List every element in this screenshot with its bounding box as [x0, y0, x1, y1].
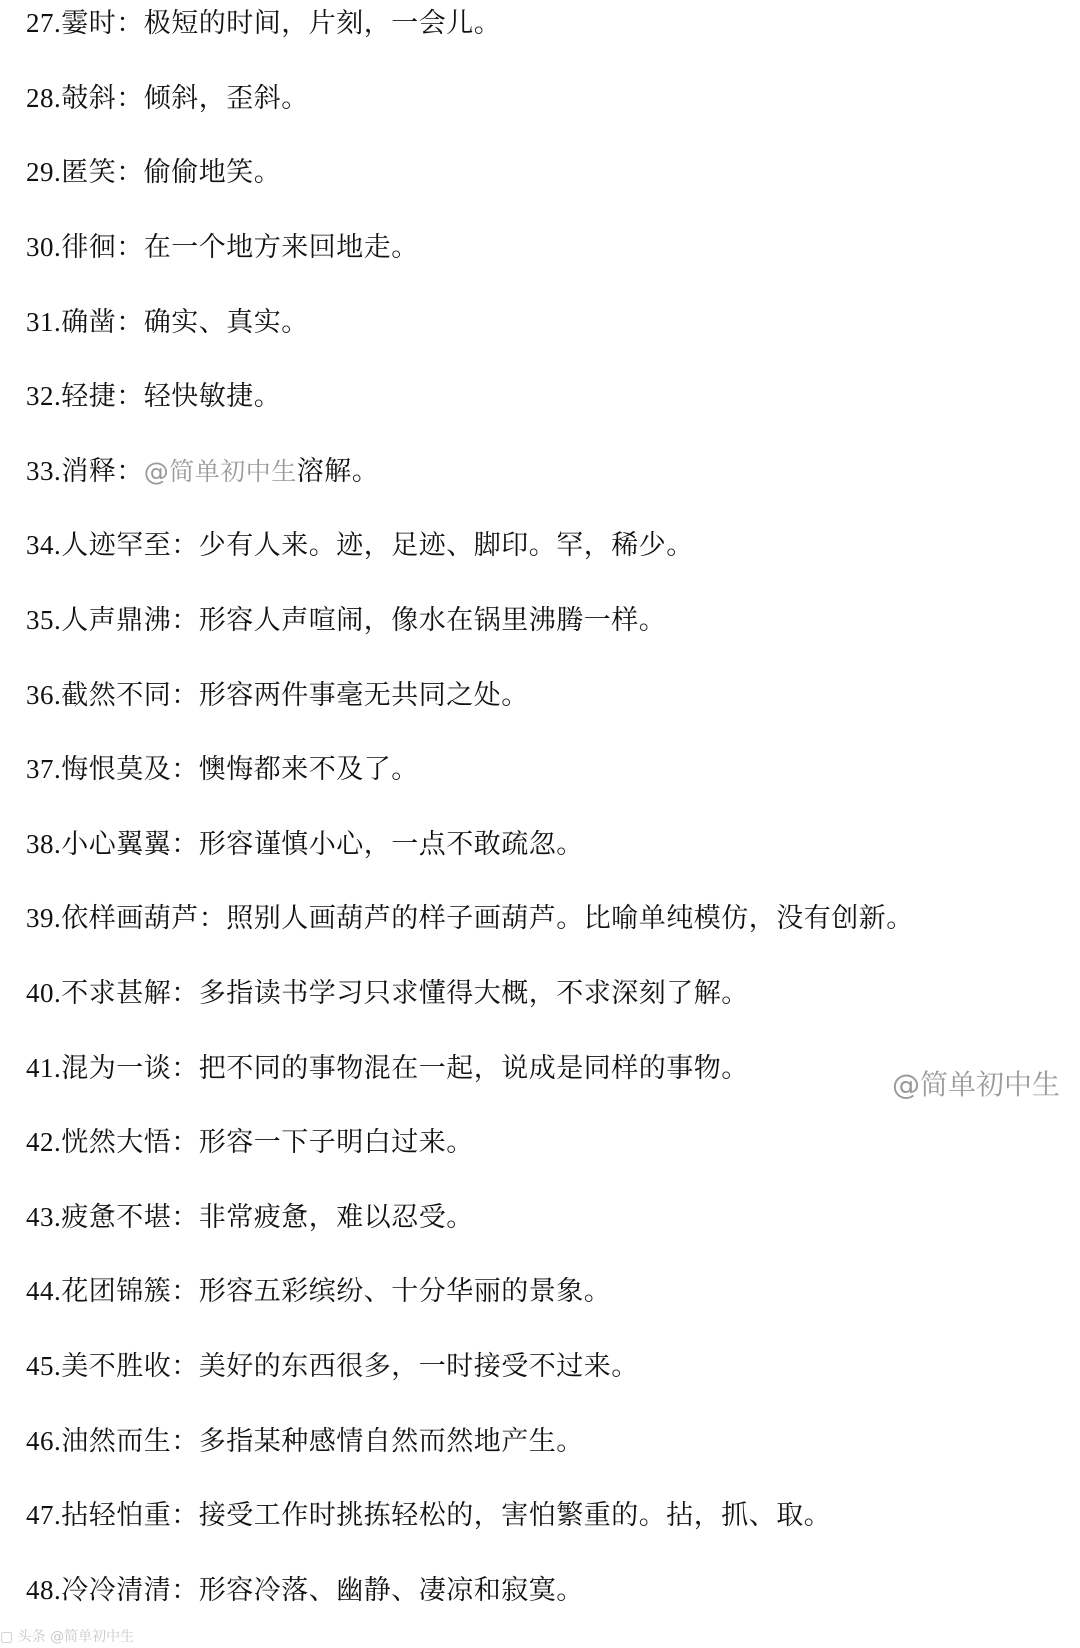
entry-text: 混为一谈：把不同的事物混在一起，说成是同样的事物。 [61, 1053, 749, 1084]
entry-text: 依样画葫芦：照别人画葫芦的样子画葫芦。比喻单纯模仿，没有创新。 [61, 903, 914, 934]
entry-text: 截然不同：形容两件事毫无共同之处。 [61, 680, 529, 711]
entry-29 [26, 155, 281, 189]
entry-number: 46. [26, 1426, 62, 1456]
entry-text: 疲惫不堪：非常疲惫，难以忍受。 [61, 1202, 474, 1233]
entry-text: 人迹罕至：少有人来。迹，足迹、脚印。罕，稀少。 [61, 530, 694, 561]
entry-number: 47. [26, 1500, 62, 1530]
entry-text: 美不胜收：美好的东西很多，一时接受不过来。 [61, 1351, 639, 1382]
entry-37 [26, 752, 419, 786]
inline-watermark: @简单初中生 [143, 457, 297, 486]
entry-text-continued: 溶解。 [296, 456, 380, 487]
entry-text: 霎时：极短的时间，片刻，一会儿。 [61, 8, 502, 39]
entry-40 [26, 976, 749, 1010]
entry-28 [26, 81, 309, 115]
entry-41 [26, 1051, 749, 1085]
entry-number: 35. [26, 605, 62, 635]
entry-number: 37. [26, 754, 62, 784]
entry-42 [26, 1125, 474, 1159]
entry-34 [26, 528, 694, 562]
entry-number: 29. [26, 157, 62, 187]
entry-47 [26, 1498, 831, 1532]
entry-number: 43. [26, 1202, 62, 1232]
entry-27 [26, 6, 501, 40]
entry-36 [26, 678, 529, 712]
entry-text: 冷冷清清：形容冷落、幽静、凄凉和寂寞。 [61, 1575, 584, 1606]
entry-number: 33. [26, 456, 62, 486]
entry-number: 48. [26, 1575, 62, 1605]
entry-number: 32. [26, 381, 62, 411]
entry-46 [26, 1424, 584, 1458]
entry-text: 徘徊：在一个地方来回地走。 [61, 232, 419, 263]
entry-number: 44. [26, 1276, 62, 1306]
entry-text: 恍然大悟：形容一下子明白过来。 [61, 1127, 474, 1158]
entry-text: 确凿：确实、真实。 [61, 307, 309, 338]
entry-number: 36. [26, 680, 62, 710]
side-watermark: @简单初中生 [892, 1068, 1061, 1101]
entry-number: 38. [26, 829, 62, 859]
entry-number: 45. [26, 1351, 62, 1381]
entry-text: 油然而生：多指某种感情自然而然地产生。 [61, 1426, 584, 1457]
entry-number: 34. [26, 530, 62, 560]
entry-32 [26, 379, 281, 413]
entry-33 [26, 454, 379, 488]
entry-44 [26, 1274, 611, 1308]
entry-text: 花团锦簇：形容五彩缤纷、十分华丽的景象。 [61, 1276, 612, 1307]
entry-45 [26, 1349, 639, 1383]
entry-30 [26, 230, 419, 264]
corner-watermark-logo: ▢ 头条 @简单初中生 [0, 1629, 135, 1645]
entry-text: 悔恨莫及：懊悔都来不及了。 [61, 754, 419, 785]
entry-text: 不求甚解：多指读书学习只求懂得大概，不求深刻了解。 [61, 978, 749, 1009]
entry-number: 42. [26, 1127, 62, 1157]
entry-text: 匿笑：偷偷地笑。 [61, 157, 282, 188]
entry-text: 小心翼翼：形容谨慎小心，一点不敢疏忽。 [61, 829, 584, 860]
entry-43 [26, 1200, 474, 1234]
entry-31 [26, 305, 309, 339]
entry-text: 消释： [61, 456, 144, 487]
entry-text: 轻捷：轻快敏捷。 [61, 381, 282, 412]
entry-38 [26, 827, 584, 861]
entry-35 [26, 603, 666, 637]
entry-text: 拈轻怕重：接受工作时挑拣轻松的，害怕繁重的。拈，抓、取。 [61, 1500, 832, 1531]
entry-number: 41. [26, 1053, 62, 1083]
entry-number: 39. [26, 903, 62, 933]
entry-text: 人声鼎沸：形容人声喧闹，像水在锅里沸腾一样。 [61, 605, 667, 636]
entry-39 [26, 901, 914, 935]
entry-number: 30. [26, 232, 62, 262]
entry-number: 31. [26, 307, 62, 337]
entry-number: 28. [26, 83, 62, 113]
entry-number: 40. [26, 978, 62, 1008]
entry-number: 27. [26, 8, 62, 38]
entry-text: 攲斜：倾斜，歪斜。 [61, 83, 309, 114]
entry-48 [26, 1573, 584, 1607]
